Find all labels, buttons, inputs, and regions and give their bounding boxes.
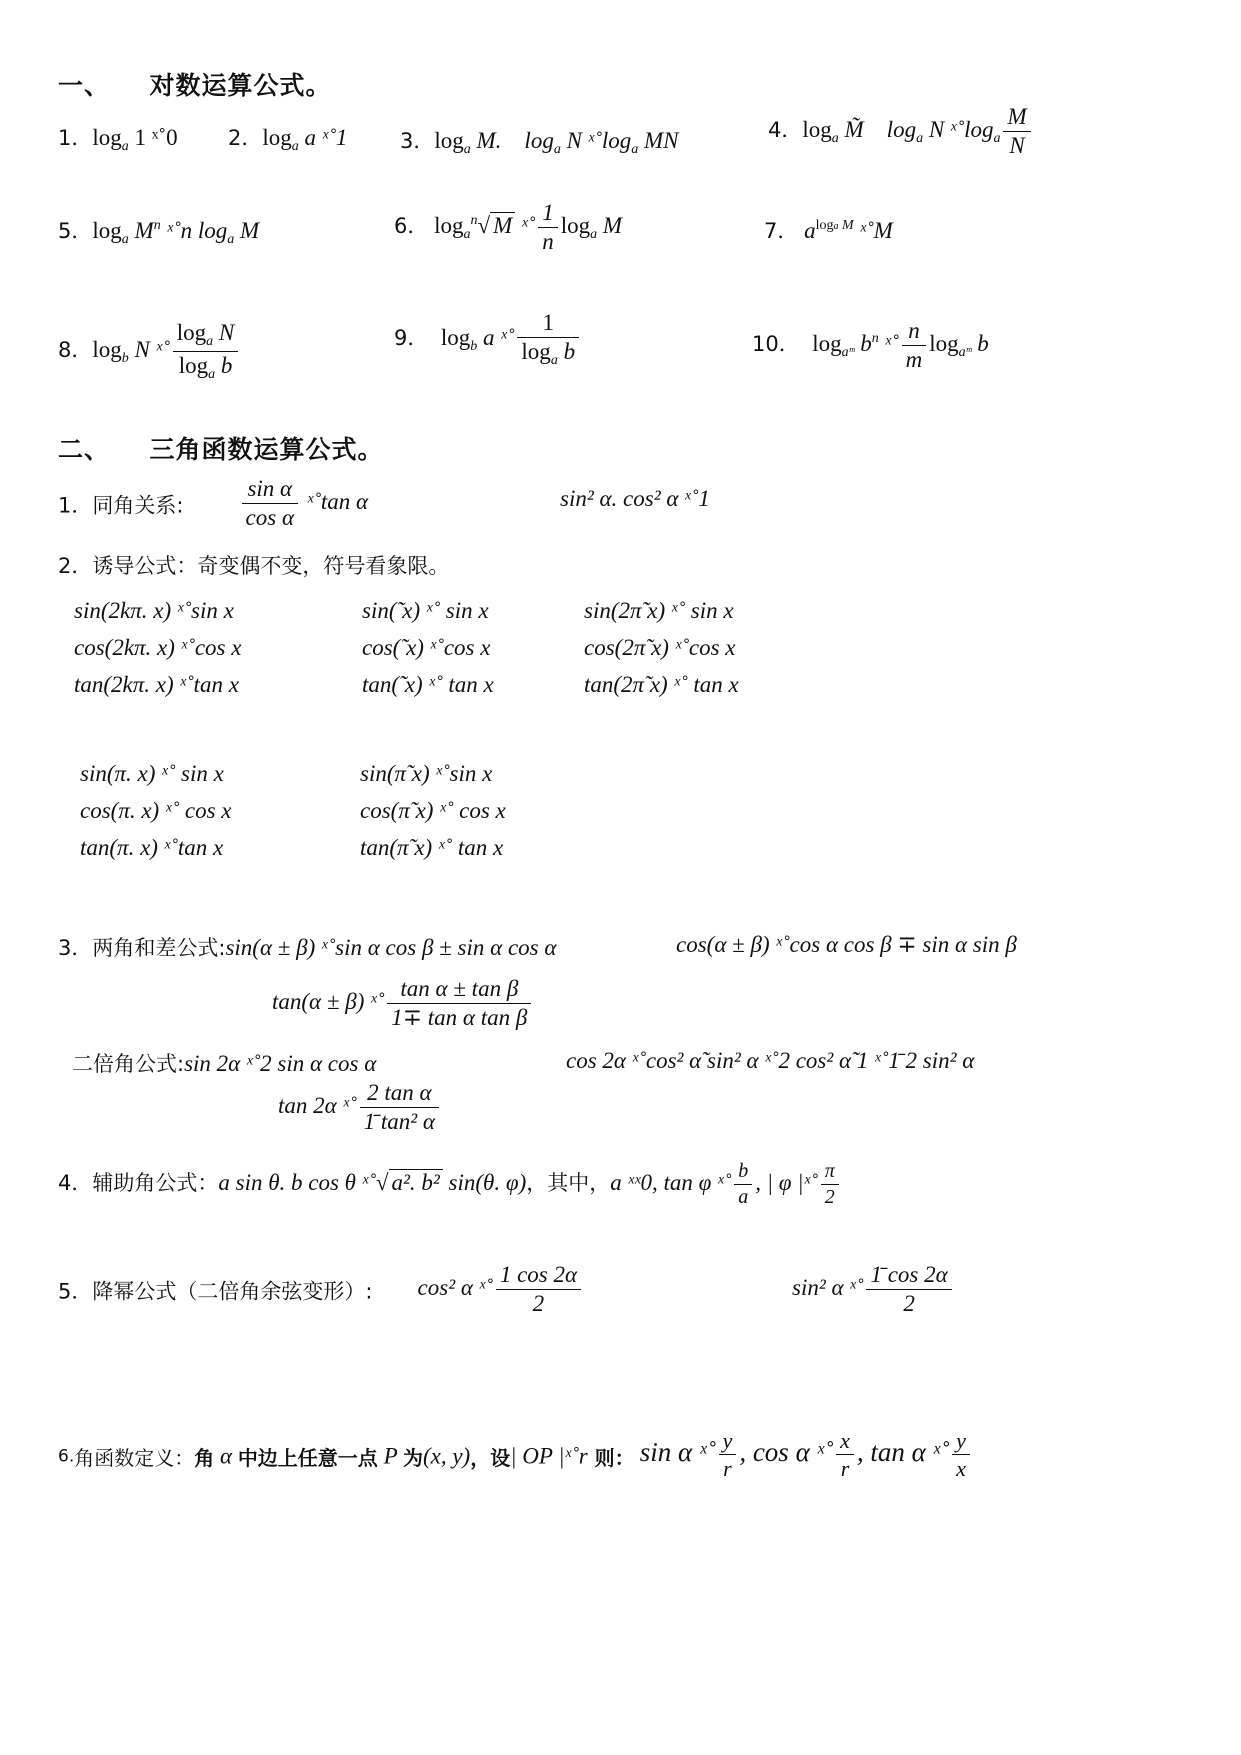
- log-formula-8: 8．$\log_b N$ ˣ˚ $\frac{\log_a N}{\log_a b}$: [58, 320, 241, 383]
- double-cos-formula: cos 2α ˣ˚cos² α̃ sin² α ˣ˚2 cos² α̃ 1 ˣ˚1̄ 2 sin² α: [566, 1048, 975, 1073]
- same-angle-relation: 1．同角关系: $\frac{\text{sin α}}{\text{cos α}}$ ˣ˚tan α: [58, 476, 369, 531]
- trig-definition: 6.角函数定义：角 α 中边上任意一点 P 为(x, y)，设| OP |ˣ˚r 则： sin α ˣ˚ $\frac{y}{r}$ , cos α ˣ˚ $\frac{x}{r}$ , tan α ˣ˚ $\frac{y}{x}$: [58, 1428, 973, 1482]
- sum-difference-formulas: 3．两角和差公式:sin(α ± β) ˣ˚sin α cos β ± sin α cos α: [58, 935, 557, 960]
- power-reduction-sin: sin² α ˣ˚ $\frac{1̄ \cos 2\alpha}{2}$: [792, 1262, 955, 1318]
- pythagorean-identity: sin² α. cos² α ˣ˚1: [560, 486, 710, 511]
- log-formula-6: 6． $\log_a^n√$ M ˣ˚ $\frac{1}{n}$ $\log_a M$: [394, 200, 623, 255]
- double-tan-formula: tan 2α ˣ˚ $\frac{\text{2 tan α}}{\text{1̄ tan² α}}$: [278, 1080, 442, 1136]
- log-formula-1: 1．$\log_a 1$ ˣ˚0: [58, 125, 178, 154]
- log-formula-2: 2．$\log_a a$ ˣ˚1: [228, 125, 348, 154]
- log-formula-9: 9． $\log_b a$ ˣ˚ $\frac{1}{\log_a b}$: [394, 310, 582, 370]
- induction2-col-1: sin(π. x) ˣ˚ sin x cos(π. x) ˣ˚ cos x tan(π. x) ˣ˚tan x: [80, 761, 232, 860]
- induction-col-1: sin(2kπ. x) ˣ˚sin x cos(2kπ. x) ˣ˚cos x tan(2kπ. x) ˣ˚tan x: [74, 598, 242, 697]
- log-formula-4: 4．$\log_a$ M̃ $\log_a N$ $ˣ˚\log_a$ $\frac{M}{N}$: [768, 104, 1034, 160]
- induction-col-2: sin(̃ x) ˣ˚ sin x cos(̃ x) ˣ˚cos x tan(̃ x) ˣ˚ tan x: [362, 598, 494, 697]
- log-formula-10: 10． $\log_{aᵐ} b^n$ ˣ˚ $\frac{n}{m}$ $\log_{aᵐ} b$: [752, 318, 989, 373]
- induction-label: 2．诱导公式：奇变偶不变，符号看象限。: [58, 554, 450, 578]
- induction2-col-2: sin(π̃ x) ˣ˚sin x cos(π̃ x) ˣ˚ cos x tan(π̃ x) ˣ˚ tan x: [360, 761, 506, 860]
- sum-tan-formula: tan(α ± β) ˣ˚ $\frac{\text{tan α ± tan β}}{\text{1∓ tan α tan β}}$: [272, 976, 534, 1032]
- log-formula-7: 7． $a^{loga M}$ ˣ˚M: [764, 218, 893, 243]
- sum-cos-formula: cos(α ± β) ˣ˚cos α cos β ∓ sin α sin β: [676, 932, 1017, 957]
- double-angle-formulas: 二倍角公式:sin 2α ˣ˚2 sin α cos α: [72, 1051, 377, 1076]
- auxiliary-angle-formula: 4．辅助角公式：a sin θ. b cos θ ˣ˚√ a². b² sin(θ. φ)，其中，a ˣˣ0, tan φ ˣ˚ $\frac{b}{a}$ , | φ |ˣ˚ $\frac{\pi}{2}$: [58, 1160, 842, 1209]
- section1-title: 一、 对数运算公式。: [58, 71, 332, 100]
- log-formula-3: 3．$\log_a M$. $\log_a N$ $ˣ˚\log_a$ MN: [400, 128, 679, 157]
- induction-col-3: sin(2π̃ x) ˣ˚ sin x cos(2π̃ x) ˣ˚cos x tan(2π̃ x) ˣ˚ tan x: [584, 598, 739, 697]
- power-reduction-formulas: 5．降幂公式（二倍角余弦变形）: cos² α ˣ˚ $\frac{1 \cos 2\alpha}{2}$: [58, 1262, 584, 1318]
- log-formula-5: 5．$\log_a M^n$ ˣ˚n $\log_a M$: [58, 218, 260, 247]
- section2-title: 二、 三角函数运算公式。: [58, 435, 384, 464]
